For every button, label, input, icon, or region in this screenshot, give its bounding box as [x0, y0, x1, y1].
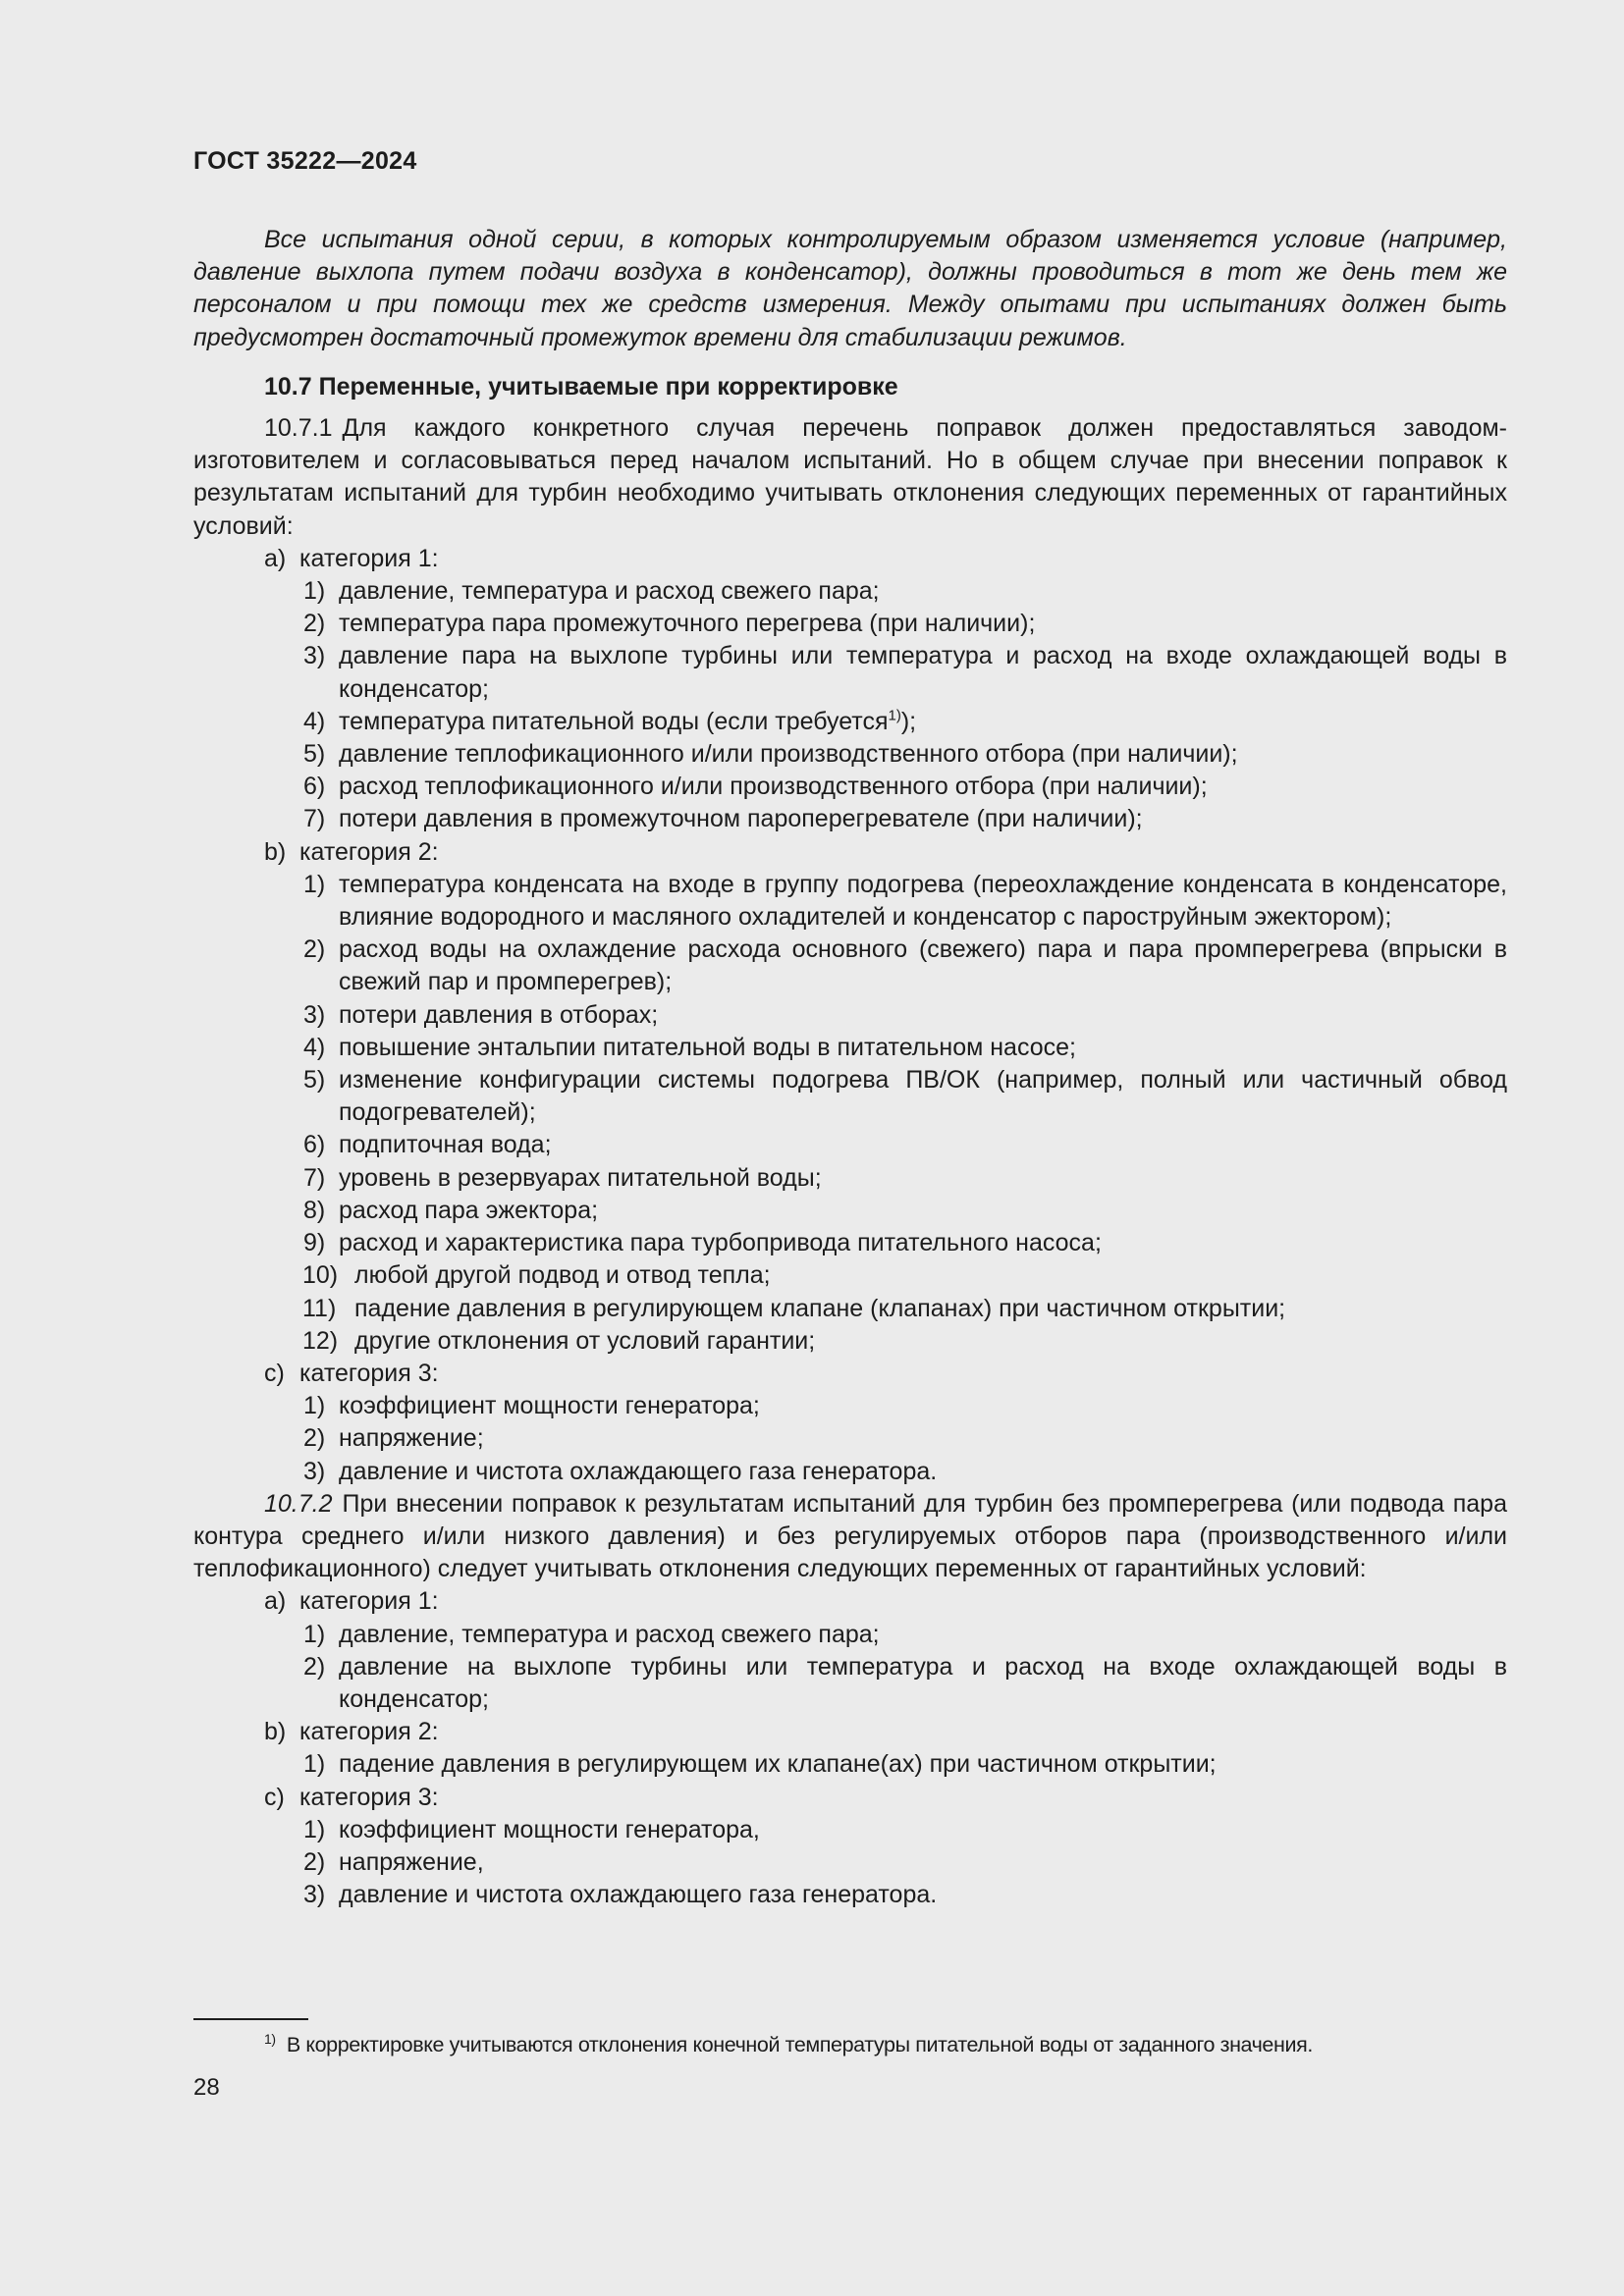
list-item: [193, 738, 1507, 771]
footnote-marker: 1): [264, 2030, 276, 2047]
list-item: [193, 1129, 1507, 1161]
list-item: [193, 1195, 1507, 1227]
list-item: [193, 575, 1507, 608]
paragraph-text: При внесении поправок к результатам испытаний для турбин без промперегрева (или подвода пара контура среднего и/или низкого давления) и без регулируемых отборов пара (производственного и/или теплофикационного) следует учитывать отклонения следующих переменных от гарантийных условий:: [193, 1489, 1507, 1583]
category-heading: [193, 543, 1507, 575]
item-number: 2): [303, 1847, 326, 1876]
item-text: падение давления в регулирующем их клапане(ах) при частичном открытии;: [339, 1750, 1217, 1779]
item-text: давление, температура и расход свежего пара;: [339, 1620, 880, 1648]
list-item: [193, 706, 1507, 738]
item-number: 6): [303, 773, 326, 801]
list-item: [193, 608, 1507, 640]
list-item: [193, 1619, 1507, 1651]
item-number: 7): [303, 1163, 326, 1192]
item-number: 1): [303, 577, 326, 606]
document-code-header: ГОСТ 35222—2024: [193, 147, 417, 175]
list-item: [193, 640, 1507, 705]
category-heading: [193, 1585, 1507, 1618]
item-text: подпиточная вода;: [339, 1131, 552, 1159]
list-item: [193, 1456, 1507, 1488]
item-text: давление на выхлопе турбины или температура и расход на входе охлаждающей воды в конденсатор;: [339, 1652, 1507, 1713]
item-text: повышение энтальпии питательной воды в питательном насосе;: [339, 1033, 1076, 1061]
item-number: 1): [303, 870, 326, 898]
category-label: b): [264, 837, 287, 866]
list-item: [193, 1162, 1507, 1195]
item-text: давление теплофикационного и/или производственного отбора (при наличии);: [339, 740, 1238, 769]
item-number: 1): [303, 1620, 326, 1648]
list-item: [193, 1390, 1507, 1422]
category-title: категория 1:: [299, 1587, 439, 1616]
list-item: [193, 803, 1507, 835]
item-text: другие отклонения от условий гарантии;: [354, 1326, 816, 1355]
item-text: давление, температура и расход свежего пара;: [339, 577, 880, 606]
list-item: [193, 771, 1507, 803]
item-text: напряжение,: [339, 1847, 484, 1876]
paragraph-number: 10.7.1: [264, 414, 333, 443]
item-text-tail: );: [900, 707, 917, 735]
list-item: [193, 934, 1507, 998]
footnote-separator: [193, 2018, 308, 2020]
item-number: 4): [303, 1033, 326, 1061]
item-number: 3): [303, 1881, 326, 1909]
list-item: [193, 1259, 1507, 1292]
section-title: 10.7 Переменные, учитываемые при корректировке: [264, 372, 898, 400]
list-item: [193, 1227, 1507, 1259]
category-heading: [193, 1782, 1507, 1814]
category-heading: [193, 1716, 1507, 1748]
page-number: 28: [193, 2074, 220, 2101]
list-item: [193, 1748, 1507, 1781]
item-number: 12): [302, 1326, 339, 1355]
item-number: 7): [303, 805, 326, 833]
category-label: c): [264, 1359, 285, 1387]
list-item: [193, 1293, 1507, 1325]
category-title: категория 3:: [299, 1359, 439, 1387]
item-number: 10): [302, 1261, 339, 1290]
item-text: потери давления в отборах;: [339, 1000, 659, 1029]
item-number: 3): [303, 1457, 326, 1485]
item-number: 4): [303, 707, 326, 735]
category-label: b): [264, 1718, 287, 1746]
item-number: 11): [302, 1294, 337, 1322]
item-text: расход и характеристика пара турбопривода питательного насоса;: [339, 1229, 1102, 1257]
list-item: [193, 1325, 1507, 1358]
list-item: [193, 1879, 1507, 1911]
item-number: 1): [303, 1750, 326, 1779]
category-title: категория 1:: [299, 544, 439, 572]
item-number: 2): [303, 610, 326, 638]
item-number: 3): [303, 642, 326, 670]
item-text: температура пара промежуточного перегрева (при наличии);: [339, 610, 1036, 638]
item-text: любой другой подвод и отвод тепла;: [354, 1261, 771, 1290]
item-number: 5): [303, 1066, 326, 1095]
item-text: падение давления в регулирующем клапане (клапанах) при частичном открытии;: [354, 1294, 1286, 1322]
category-label: a): [264, 544, 287, 572]
category-heading: [193, 1358, 1507, 1390]
item-number: 6): [303, 1131, 326, 1159]
item-text: расход пара эжектора;: [339, 1196, 599, 1224]
item-text: потери давления в промежуточном пароперегревателе (при наличии);: [339, 805, 1143, 833]
item-number: 2): [303, 935, 326, 964]
document-body: [193, 224, 1507, 1911]
item-text: давление пара на выхлопе турбины или температура и расход на входе охлаждающей воды в конденсатор;: [339, 642, 1507, 703]
category-label: a): [264, 1587, 287, 1616]
list-item: [193, 1846, 1507, 1879]
item-text: расход теплофикационного и/или производственного отбора (при наличии);: [339, 773, 1208, 801]
item-text: давление и чистота охлаждающего газа генератора.: [339, 1457, 938, 1485]
item-text: изменение конфигурации системы подогрева ПВ/ОК (например, полный или частичный обвод подогревателей);: [339, 1066, 1507, 1127]
paragraph-number: 10.7.2: [264, 1489, 333, 1518]
item-number: 2): [303, 1424, 326, 1453]
item-text: температура питательной воды (если требуется: [339, 707, 889, 735]
list-item: [193, 999, 1507, 1032]
item-text: коэффициент мощности генератора;: [339, 1392, 760, 1420]
item-text: напряжение;: [339, 1424, 484, 1453]
footnote-text: В корректировке учитываются отклонения конечной температуры питательной воды от заданного значения.: [286, 2033, 1313, 2056]
category-title: категория 2:: [299, 1718, 439, 1746]
item-number: 2): [303, 1652, 326, 1681]
item-number: 8): [303, 1196, 326, 1224]
paragraph-10-7-2: [193, 1488, 1507, 1586]
item-text: давление и чистота охлаждающего газа генератора.: [339, 1881, 938, 1909]
item-number: 9): [303, 1229, 326, 1257]
footnote-reference: 1): [888, 707, 901, 724]
list-item: [193, 1422, 1507, 1455]
paragraph-text: Для каждого конкретного случая перечень поправок должен предоставляться заводом-изготовителем и согласовываться перед началом испытаний. Но в общем случае при внесении поправок к результатам испытаний для турбин необходимо учитывать отклонения следующих переменных от гарантийных условий:: [193, 414, 1507, 540]
list-item: [193, 869, 1507, 934]
intro-paragraph: Все испытания одной серии, в которых контролируемым образом изменяется условие (например, давление выхлопа путем подачи воздуха в конденсатор), должны проводиться в тот же день тем же персоналом и при помощи тех же средств измерения. Между опытами при испытаниях должен быть предусмотрен достаточный промежуток времени для стабилизации режимов.: [193, 226, 1507, 351]
item-text: расход воды на охлаждение расхода основного (свежего) пара и пара промперегрева (впрыски в свежий пар и промперегрев);: [339, 935, 1507, 996]
item-number: 3): [303, 1000, 326, 1029]
list-item: [193, 1032, 1507, 1064]
item-number: 5): [303, 740, 326, 769]
category-heading: [193, 836, 1507, 869]
list-item: [193, 1064, 1507, 1129]
item-number: 1): [303, 1815, 326, 1843]
category-title: категория 2:: [299, 837, 439, 866]
category-label: c): [264, 1783, 285, 1811]
paragraph-10-7-1: [193, 412, 1507, 543]
list-item: [193, 1651, 1507, 1716]
item-number: 1): [303, 1392, 326, 1420]
item-text: коэффициент мощности генератора,: [339, 1815, 760, 1843]
category-title: категория 3:: [299, 1783, 439, 1811]
item-text: температура конденсата на входе в группу подогрева (переохлаждение конденсата в конденсаторе, влияние водородного и масляного охладителей и конденсатор с пароструйным эжектором);: [339, 870, 1507, 932]
list-item: [193, 1814, 1507, 1846]
item-text: уровень в резервуарах питательной воды;: [339, 1163, 822, 1192]
footnote: [264, 2030, 1507, 2059]
